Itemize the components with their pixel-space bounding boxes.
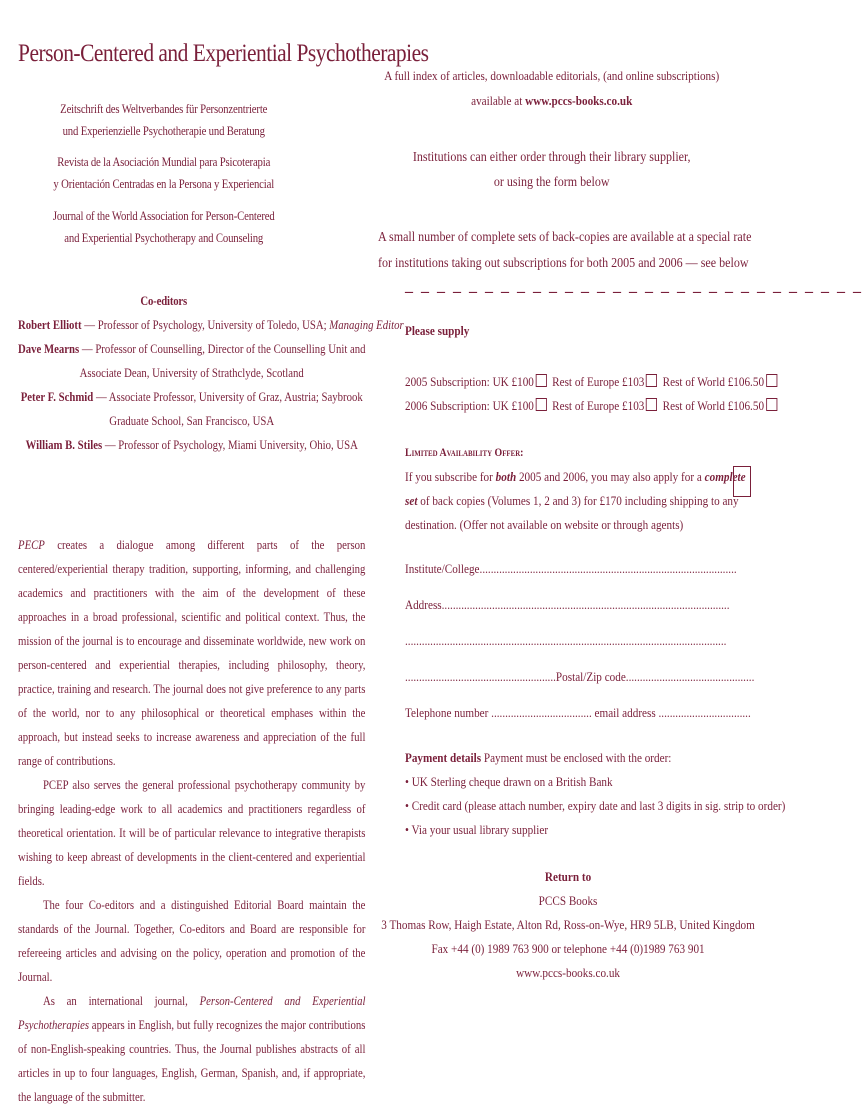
description-paragraph-2: PCEP also serves the general professional psychotherapy community by bringing leading-edge work to all academics and practitioners regardless of theoretical orientation. It will be of particular relevance to integrative therapists wishing to keep abreast of developments in the client-centered and experiential fields.	[18, 778, 366, 888]
index-info-line-1: A full index of articles, downloadable editorials, (and online subscriptions)	[384, 68, 720, 83]
subscription-2005: 2005 Subscription: UK £100 Rest of Europe £103 Rest of World £106.50	[405, 370, 752, 394]
return-to-label: Return to	[544, 869, 592, 884]
offer-line-1: If you subscribe for both 2005 and 2006, you may also apply for a complete	[405, 469, 746, 484]
institutions-info	[378, 145, 725, 195]
please-supply-label: Please supply	[405, 323, 470, 338]
page-title: Person-Centered and Experiential Psychotherapies	[18, 40, 429, 67]
payment-heading: Payment details Payment must be enclosed with the order:	[405, 750, 672, 765]
publisher-website[interactable]: www.pccs-books.co.uk	[516, 965, 621, 980]
subtitle-english-line-2: and Experiential Psychotherapy and Counseling	[64, 231, 264, 245]
cut-line: – – – – – – – – – – – – – – – – – – – – – – – – – – – – –	[405, 283, 863, 300]
checkbox-2006-world[interactable]	[766, 398, 777, 411]
checkbox-2006-europe[interactable]	[646, 398, 657, 411]
address-field[interactable]: Address.......................................................................................................	[405, 597, 730, 612]
coeditors-list	[18, 313, 404, 457]
publisher-phone: Fax +44 (0) 1989 763 900 or telephone +44 (0)1989 763 901	[431, 941, 705, 956]
subscription-2006: 2006 Subscription: UK £100 Rest of Europe £103 Rest of World £106.50	[405, 394, 752, 418]
index-info	[378, 63, 725, 113]
subtitle-german-line-1: Zeitschrift des Weltverbandes für Personzentrierte	[60, 102, 268, 116]
description-paragraph-4: As an international journal, Person-Centered and Experiential Psychotherapies appears in English, but fully recognizes the major contributions of non-English-speaking countries. Thus, the Journal publishes abstracts of all articles in up to four languages, English, German, Spanish, and, if appropriate, the language of the submitter.	[18, 994, 366, 1104]
payment-details	[405, 746, 786, 842]
checkbox-2005-uk[interactable]	[536, 374, 547, 387]
telephone-email-field[interactable]: Telephone number .................................... email address .................................	[405, 705, 751, 720]
offer-line-3: destination. (Offer not available on website or through agents)	[405, 517, 684, 532]
order-form-fields	[405, 557, 755, 725]
return-address	[378, 865, 758, 985]
offer-line-2: set of back copies (Volumes 1, 2 and 3) for £170 including shipping to any	[405, 493, 739, 508]
payment-option-card: • Credit card (please attach number, expiry date and last 3 digits in sig. strip to order)	[405, 798, 786, 813]
description-paragraph-3: The four Co-editors and a distinguished Editorial Board maintain the standards of the Journal. Together, Co-editors and Board are responsible for refereeing articles and advising on the policy, operation and promotion of the Journal.	[18, 898, 366, 984]
subtitle-german	[0, 98, 337, 142]
back-copies-info	[378, 225, 752, 277]
coeditor-mearns-line-2: Associate Dean, University of Strathclyde, Scotland	[79, 366, 304, 380]
publisher-name: PCCS Books	[538, 893, 598, 908]
coeditor-schmid-line-2: Graduate School, San Francisco, USA	[109, 414, 275, 428]
checkbox-2005-world[interactable]	[766, 374, 777, 387]
checkbox-2005-europe[interactable]	[646, 374, 657, 387]
back-copies-line-2: for institutions taking out subscriptions for both 2005 and 2006 — see below	[378, 256, 749, 271]
subscription-options	[405, 370, 765, 418]
address-field-line-2[interactable]: ...................................................................................................................	[405, 633, 727, 648]
subtitle-spanish-line-2: y Orientación Centradas en la Persona y Experiencial	[53, 177, 275, 191]
institute-field[interactable]: Institute/College............................................................................................	[405, 561, 737, 576]
subtitle-spanish	[0, 151, 337, 195]
coeditor-schmid: Peter F. Schmid — Associate Professor, University of Graz, Austria; Saybrook	[20, 390, 363, 404]
subtitle-german-line-2: und Experienzielle Psychotherapie und Beratung	[62, 124, 265, 138]
coeditors-section	[0, 290, 337, 312]
journal-description	[18, 533, 365, 1109]
back-copies-line-1: A small number of complete sets of back-copies are available at a special rate	[378, 230, 752, 245]
coeditors-heading: Co-editors	[140, 294, 188, 308]
subtitle-english-line-1: Journal of the World Association for Person-Centered	[52, 209, 275, 223]
limited-offer	[405, 441, 752, 537]
subtitle-spanish-line-1: Revista de la Asociación Mundial para Psicoterapia	[57, 155, 271, 169]
payment-option-library: • Via your usual library supplier	[405, 822, 549, 837]
offer-checkbox[interactable]	[733, 466, 751, 497]
coeditor-mearns: Dave Mearns — Professor of Counselling, Director of the Counselling Unit and	[18, 342, 366, 356]
postal-code-field[interactable]: ......................................................Postal/Zip code..............................................	[405, 669, 755, 684]
index-info-line-2: available at www.pccs-books.co.uk	[471, 93, 633, 108]
offer-heading: Limited Availability Offer:	[405, 447, 524, 459]
subtitle-english	[0, 205, 337, 249]
payment-option-cheque: • UK Sterling cheque drawn on a British Bank	[405, 774, 613, 789]
coeditor-elliott: Robert Elliott — Professor of Psychology, University of Toledo, USA; Managing Editor	[18, 318, 404, 332]
institutions-line-1: Institutions can either order through their library supplier,	[412, 150, 691, 165]
institutions-line-2: or using the form below	[493, 175, 610, 190]
publisher-address: 3 Thomas Row, Haigh Estate, Alton Rd, Ross-on-Wye, HR9 5LB, United Kingdom	[381, 917, 755, 932]
website-link[interactable]: www.pccs-books.co.uk	[525, 93, 633, 108]
coeditor-stiles: William B. Stiles — Professor of Psychology, Miami University, Ohio, USA	[25, 438, 358, 452]
checkbox-2006-uk[interactable]	[536, 398, 547, 411]
description-paragraph-1: PECP creates a dialogue among different parts of the person centered/experiential therapy tradition, supporting, informing, and challenging academics and practitioners with the aim of the development of these approaches in a broad professional, scientific and political context. Thus, the mission of the journal is to encourage and disseminate worldwide, new work on person-centered and experiential therapies, including philosophy, theory, practice, training and research. The journal does not give preference to any parts of the world, nor to any philosophical or theoretical emphases within the approach, but instead seeks to increase awareness and appreciation of the full range of contributions.	[18, 538, 366, 768]
